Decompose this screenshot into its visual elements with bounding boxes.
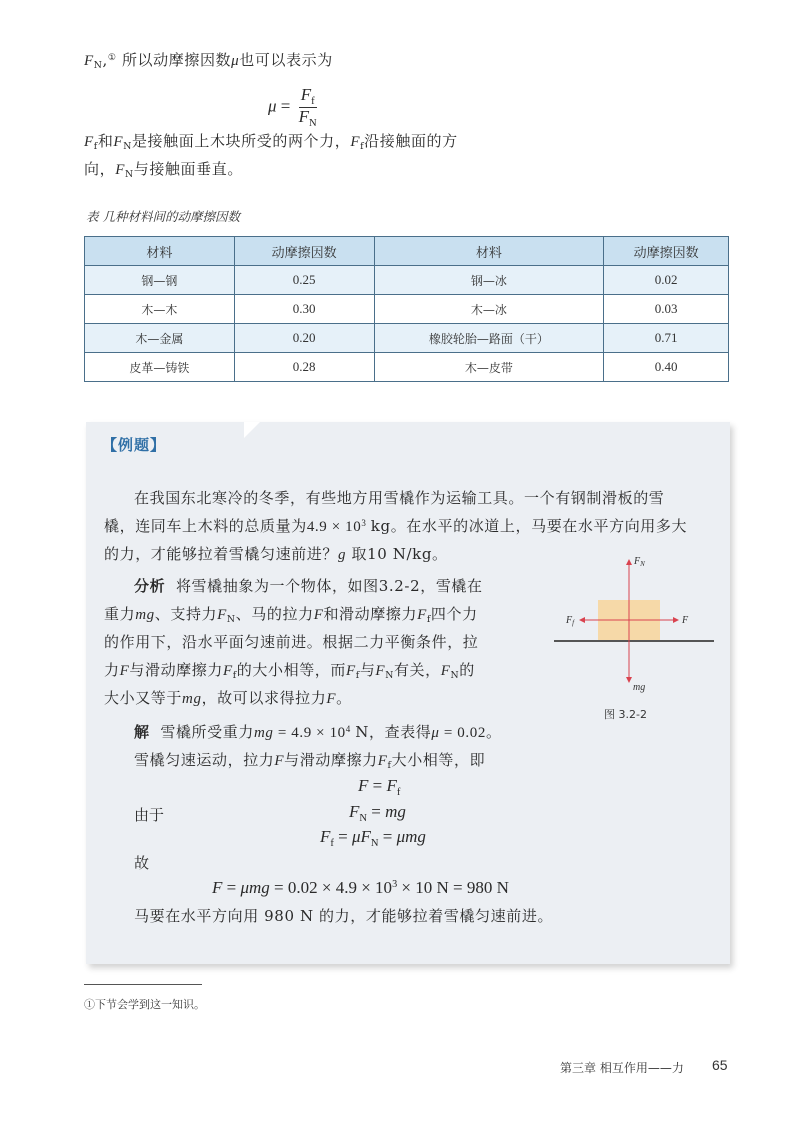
- table-cell: 0.25: [234, 266, 374, 295]
- chapter-title: 第三章 相互作用——力: [560, 1061, 684, 1075]
- analysis-line-4: 力F与滑动摩擦力$F_f$的大小相等，而$F_f$与$F_N$有关，$F_N$的: [104, 661, 475, 682]
- formula-mu: μ = $\frac{F_f}{F_N}$: [268, 85, 317, 129]
- problem-line-1: 在我国东北寒冷的冬季，有些地方用雪橇作为运输工具。一个有钢制滑板的雪: [134, 489, 665, 507]
- friction-table: [84, 236, 729, 382]
- table-cell: 钢—钢: [85, 266, 235, 295]
- table-cell: 木—金属: [85, 324, 235, 353]
- table-cell: 0.03: [604, 295, 729, 324]
- analysis-line-2: 重力mg、支持力$F_N$、马的拉力F和滑动摩擦力$F_f$四个力: [104, 605, 478, 626]
- table-cell: 木—木: [85, 295, 235, 324]
- table-cell: 皮革—铸铁: [85, 353, 235, 382]
- table-cell: 钢—冰: [374, 266, 604, 295]
- footnote: ①下节会学到这一知识。: [84, 998, 205, 1011]
- analysis-heading: 分析: [134, 577, 166, 595]
- figure-caption: 图 3.2-2: [604, 708, 647, 721]
- table-cell: 0.40: [604, 353, 729, 382]
- table-cell: 0.71: [604, 324, 729, 353]
- svg-text:F: F: [682, 615, 689, 626]
- header-material-2: 材料: [374, 237, 604, 266]
- table-cell: 0.02: [604, 266, 729, 295]
- table-caption: 表 几种材料间的动摩擦因数: [86, 209, 240, 224]
- conclusion-line: 马要在水平方向用 980 N 的力，才能够拉着雪橇匀速前进。: [134, 907, 554, 925]
- problem-line-3: 的力，才能够拉着雪橇匀速前进？g 取10 N/kg。: [104, 545, 448, 563]
- svg-text:Ff: $F_f$: [566, 615, 575, 627]
- analysis-line-5: 大小又等于mg，故可以求得拉力F。: [104, 689, 352, 707]
- problem-line-2: 橇，连同车上木料的总质量为$4.9 \times 10^3$ kg。在水平的冰道上，马要在水平方向用多大: [104, 517, 688, 535]
- page-number: 65: [712, 1057, 728, 1073]
- svg-text:mg: mg: [633, 682, 646, 693]
- intro-line-3: 向，$F_N$与接触面垂直。: [84, 160, 243, 181]
- header-material-1: 材料: [85, 237, 235, 266]
- equation-2: $F_N$ = mg: [349, 802, 406, 824]
- example-box: [86, 422, 730, 964]
- intro-line-2: $F_f$和$F_N$是接触面上木块所受的两个力，$F_f$沿接触面的方: [84, 132, 458, 153]
- analysis-line-3: 的作用下，沿水平面匀速前进。根据二力平衡条件，拉: [104, 633, 479, 651]
- solution-line-2: 雪橇匀速运动，拉力F与滑动摩擦力$F_f$大小相等，即: [134, 751, 486, 772]
- table-row: [85, 266, 729, 295]
- header-coefficient-2: 动摩擦因数: [604, 237, 729, 266]
- table-cell: 橡胶轮胎—路面（干）: [374, 324, 604, 353]
- table-row: [85, 324, 729, 353]
- table-cell: 木—冰: [374, 295, 604, 324]
- intro-line-1: $F_N,^①$ 所以动摩擦因数μ也可以表示为: [84, 51, 333, 72]
- solution-heading: 解: [134, 723, 150, 741]
- therefore-label: 故: [134, 854, 150, 872]
- equation-1: $F = F_f$: [358, 776, 401, 798]
- svg-text:FN: $F_N$: [634, 556, 645, 568]
- table-row: [85, 295, 729, 324]
- table-row: [85, 353, 729, 382]
- equation-4: $F = \mu mg = 0.02 \times 4.9 \times 10^3 \times 10$ N = 980 N: [212, 878, 509, 897]
- equation-3: $F_f = \mu F_N = \mu mg$: [320, 827, 426, 849]
- footnote-rule: [84, 984, 202, 985]
- table-cell: 0.30: [234, 295, 374, 324]
- table-cell: 木—皮带: [374, 353, 604, 382]
- analysis-line-1: 分析 将雪橇抽象为一个物体，如图3.2-2，雪橇在: [134, 577, 483, 595]
- example-label: 【例题】: [102, 436, 167, 454]
- table-cell: 0.28: [234, 353, 374, 382]
- solution-line-1: 解 雪橇所受重力mg = $4.9 \times 10^4$ N，查表得μ = 0.02。: [134, 723, 502, 741]
- force-diagram: [554, 552, 714, 712]
- box-corner-notch: [244, 422, 260, 438]
- because-label: 由于: [134, 806, 165, 824]
- header-coefficient-1: 动摩擦因数: [234, 237, 374, 266]
- table-cell: 0.20: [234, 324, 374, 353]
- table-header-row: [85, 237, 729, 266]
